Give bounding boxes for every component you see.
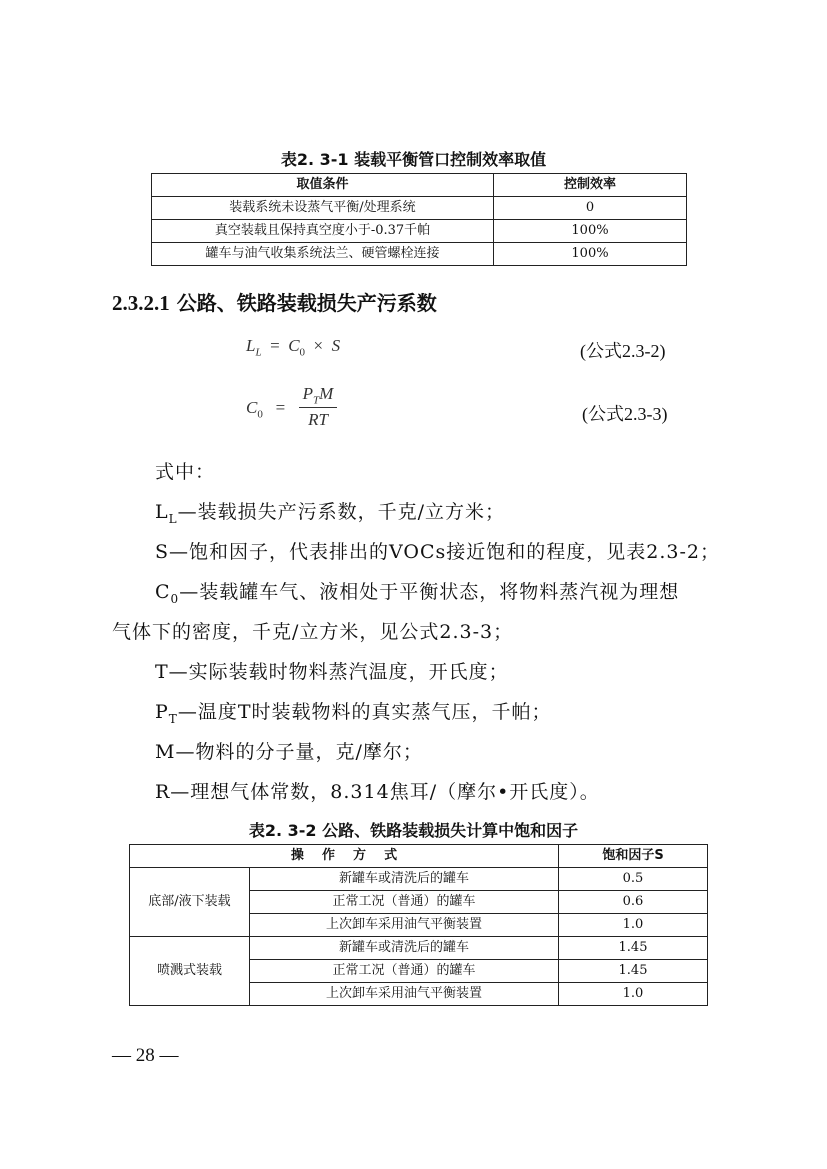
formula-2-3-2	[246, 336, 340, 358]
formula-symbol: C	[288, 336, 300, 355]
definition-t: T—实际装载时物料蒸汽温度，开氏度；	[155, 661, 509, 683]
efficiency-cell: 0	[494, 197, 687, 220]
symbol-subscript: T	[168, 711, 178, 726]
header-efficiency: 控制效率	[494, 174, 687, 197]
definition-c0	[155, 577, 725, 606]
formula-subscript: L	[255, 346, 262, 359]
definition-ll	[155, 497, 725, 526]
factor-cell: 0.5	[559, 868, 708, 891]
factor-cell: 1.45	[559, 937, 708, 960]
group-cell: 底部/液下装载	[130, 868, 250, 937]
section-title: 公路、铁路装载损失产污系数	[176, 291, 437, 315]
formula-ref-1: (公式2.3-2)	[580, 341, 666, 361]
definition-c0-continued: 气体下的密度，千克/立方米，见公式2.3-3；	[112, 621, 514, 643]
efficiency-cell: 100%	[494, 220, 687, 243]
table1-caption: 表2. 3-1 装载平衡管口控制效率取值	[280, 150, 547, 169]
formula-symbol: L	[246, 336, 256, 355]
definition-pt	[155, 697, 725, 726]
tank-condition-cell: 新罐车或清洗后的罐车	[250, 868, 559, 891]
times-sign: ×	[313, 336, 324, 355]
table-header-row	[130, 845, 708, 868]
table-row	[130, 868, 708, 891]
definition-r: R—理想气体常数，8.314焦耳/（摩尔•开氏度）。	[155, 781, 600, 803]
definition-text: —装载罐车气、液相处于平衡状态，将物料蒸汽视为理想	[179, 581, 680, 603]
factor-cell: 0.6	[559, 891, 708, 914]
formula-ref-2: (公式2.3-3)	[582, 404, 668, 424]
table-header-row	[152, 174, 687, 197]
definition-text: —装载损失产污系数，千克/立方米；	[177, 501, 505, 523]
condition-cell: 装载系统未设蒸气平衡/处理系统	[152, 197, 494, 220]
equals-sign: =	[275, 398, 286, 417]
formula-symbol: C	[246, 398, 258, 417]
section-number: 2.3.2.1	[112, 291, 170, 315]
fraction-bar	[299, 407, 337, 408]
table-row	[130, 937, 708, 960]
formula-subscript: T	[313, 394, 320, 407]
definition-s: S—饱和因子，代表排出的VOCs接近饱和的程度，见表2.3-2；	[155, 541, 720, 563]
section-heading	[112, 287, 437, 316]
header-operation: 操 作 方 式	[130, 845, 559, 868]
efficiency-cell: 100%	[494, 243, 687, 266]
formula-2-3-3-lhs	[246, 398, 285, 420]
symbol: L	[155, 501, 169, 523]
formula-symbol: P	[302, 384, 314, 403]
formula-denominator: RT	[308, 410, 328, 429]
symbol-subscript: 0	[170, 591, 180, 606]
tank-condition-cell: 上次卸车采用油气平衡装置	[250, 983, 559, 1006]
saturation-factor-table	[129, 844, 708, 1006]
factor-cell: 1.0	[559, 983, 708, 1006]
control-efficiency-table	[151, 173, 687, 266]
definition-m: M—物料的分子量，克/摩尔；	[155, 741, 423, 763]
equals-sign: =	[270, 336, 280, 355]
formula-symbol: S	[331, 336, 341, 355]
tank-condition-cell: 新罐车或清洗后的罐车	[250, 937, 559, 960]
formula-subscript: 0	[299, 346, 306, 359]
tank-condition-cell: 上次卸车采用油气平衡装置	[250, 914, 559, 937]
definition-text: —温度T时装载物料的真实蒸气压，千帕；	[177, 701, 552, 723]
table-row	[152, 197, 687, 220]
factor-cell: 1.45	[559, 960, 708, 983]
formula-symbol: M	[319, 384, 334, 403]
page-number: — 28 —	[112, 1045, 179, 1066]
symbol: C	[155, 581, 171, 603]
condition-cell: 罐车与油气收集系统法兰、硬管螺栓连接	[152, 243, 494, 266]
condition-cell: 真空装载且保持真空度小于-0.37千帕	[152, 220, 494, 243]
tank-condition-cell: 正常工况（普通）的罐车	[250, 960, 559, 983]
table-row	[152, 220, 687, 243]
header-condition: 取值条件	[152, 174, 494, 197]
symbol-subscript: L	[168, 511, 178, 526]
tank-condition-cell: 正常工况（普通）的罐车	[250, 891, 559, 914]
formula-numerator	[298, 384, 338, 406]
header-saturation: 饱和因子S	[559, 845, 708, 868]
symbol: P	[155, 701, 169, 723]
definitions-intro: 式中：	[155, 461, 216, 483]
group-cell: 喷溅式装载	[130, 937, 250, 1006]
formula-subscript: 0	[257, 408, 263, 421]
table-row	[152, 243, 687, 266]
table2-caption: 表2. 3-2 公路、铁路装载损失计算中饱和因子	[248, 821, 579, 840]
factor-cell: 1.0	[559, 914, 708, 937]
